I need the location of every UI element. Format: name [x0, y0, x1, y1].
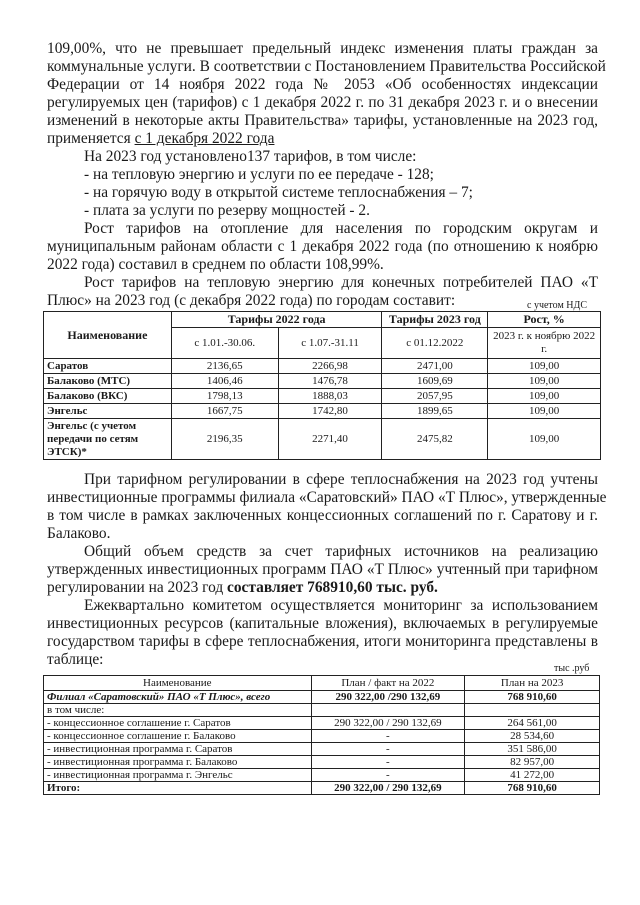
paragraph-line: Рост тарифов на тепловую энергию для конечных потребителей ПАО «Т: [84, 274, 598, 291]
paragraph-line: муниципальным районам области с 1 декабря 2022 года (по отношению к ноябрю: [47, 238, 598, 255]
tariff-table: [43, 311, 601, 460]
table-row: [44, 782, 600, 795]
header-tariffs-2023: Тарифы 2023 год: [382, 312, 488, 328]
cell: -: [311, 743, 465, 756]
cell: 82 957,00: [465, 756, 600, 769]
cell: 290 322,00 / 290 132,69: [311, 717, 465, 730]
table-row: [44, 404, 601, 419]
paragraph-line: в том числе в рамках заключенных концессионных соглашений по г. Саратову и г.: [47, 507, 598, 524]
cell: 1888,03: [278, 389, 382, 404]
investment-table: [43, 675, 600, 795]
header-plan-2023: План на 2023: [465, 676, 600, 691]
table-row: [44, 374, 601, 389]
row-name: - инвестиционная программа г. Саратов: [44, 743, 312, 756]
cell: 2271,40: [278, 419, 382, 460]
cell: 290 322,00 /290 132,69: [311, 691, 465, 704]
paragraph-line: 109,00%, что не превышает предельный индекс изменения платы граждан за: [47, 40, 598, 57]
paragraph-line: На 2023 год установлено137 тарифов, в том числе:: [84, 148, 417, 165]
cell: 1609,69: [382, 374, 488, 389]
table-row: [44, 704, 600, 717]
city-name: Балаково (МТС): [44, 374, 172, 389]
cell: 351 586,00: [465, 743, 600, 756]
cell: 2266,98: [278, 359, 382, 374]
paragraph-line: [47, 130, 598, 148]
cell: 28 534,60: [465, 730, 600, 743]
city-name: Энгельс (с учетом передачи по сетям ЭТСК)*: [44, 419, 172, 460]
paragraph-line: Федерации от 14 ноября 2022 года № 2053 «Об особенностях индексации: [47, 76, 598, 93]
cell: -: [311, 756, 465, 769]
paragraph-line: таблице:: [47, 651, 104, 668]
total-amount: составляет 768910,60 тыс. руб.: [227, 579, 438, 596]
table-row: [44, 691, 600, 704]
cell: 290 322,00 / 290 132,69: [311, 782, 465, 795]
cell: 768 910,60: [465, 782, 600, 795]
city-name: Энгельс: [44, 404, 172, 419]
row-name: - инвестиционная программа г. Энгельс: [44, 769, 312, 782]
text-span: регулировании на 2023 год: [47, 579, 228, 596]
paragraph-line: утвержденных инвестиционных программ ПАО «Т Плюс» учтенный при тарифном: [47, 561, 598, 578]
list-item: - плата за услуги по резерву мощностей - 2.: [84, 202, 370, 219]
header-plan-2022: План / факт на 2022: [311, 676, 465, 691]
cell: 1798,13: [171, 389, 278, 404]
table-row: [44, 389, 601, 404]
header-growth: Рост, %: [488, 312, 601, 328]
row-name: - концессионное соглашение г. Саратов: [44, 717, 312, 730]
header-tariffs-2022: Тарифы 2022 года: [171, 312, 382, 328]
underlined-date: с 1 декабря 2022 года: [134, 130, 275, 147]
table1-unit: с учетом НДС: [527, 300, 587, 311]
paragraph-line: изменений в некоторые акты Правительства» тарифы, установленные на 2023 год,: [47, 112, 598, 129]
paragraph-line: государством тарифы в сфере теплоснабжения, итоги мониторинга представлены в: [47, 633, 598, 650]
paragraph-line: 2022 года) составил в среднем по области 108,99%.: [47, 256, 384, 273]
subheader: 2023 г. к ноябрю 2022 г.: [488, 328, 601, 359]
paragraph-line: [47, 579, 598, 597]
cell: 109,00: [488, 359, 601, 374]
paragraph-line: регулируемых цен (тарифов) с 1 декабря 2022 г. по 31 декабря 2023 г. и о внесении: [47, 94, 598, 111]
table-row: [44, 769, 600, 782]
cell: 1476,78: [278, 374, 382, 389]
cell: 264 561,00: [465, 717, 600, 730]
city-name: Балаково (ВКС): [44, 389, 172, 404]
paragraph-line: инвестиционные программы филиала «Саратовский» ПАО «Т Плюс», утвержденные: [47, 489, 607, 506]
table-row: [44, 359, 601, 374]
paragraph-line: При тарифном регулировании в сфере теплоснабжения на 2023 год учтены: [84, 471, 598, 488]
cell: 109,00: [488, 404, 601, 419]
paragraph-line: Рост тарифов на отопление для населения по городским округам и: [84, 220, 598, 237]
cell: 109,00: [488, 389, 601, 404]
cell: -: [311, 730, 465, 743]
table-row: [44, 756, 600, 769]
row-name: Филиал «Саратовский» ПАО «Т Плюс», всего: [44, 691, 312, 704]
list-item: - на горячую воду в открытой системе теплоснабжения – 7;: [84, 184, 473, 201]
row-name: - концессионное соглашение г. Балаково: [44, 730, 312, 743]
row-name: Итого:: [44, 782, 312, 795]
paragraph-line: Плюс» на 2023 год (с декабря 2022 года) по городам составит:: [47, 292, 456, 309]
cell: 1742,80: [278, 404, 382, 419]
cell: [465, 704, 600, 717]
cell: 768 910,60: [465, 691, 600, 704]
cell: 2196,35: [171, 419, 278, 460]
table2-unit: тыс .руб: [554, 663, 590, 674]
text-span: применяется: [47, 130, 135, 147]
header-name: Наименование: [44, 676, 312, 691]
table-row: [44, 419, 601, 460]
cell: 2057,95: [382, 389, 488, 404]
table-row: [44, 717, 600, 730]
subheader: с 1.07.-31.11: [278, 328, 382, 359]
table-row: [44, 743, 600, 756]
paragraph-line: Балаково.: [47, 525, 111, 542]
cell: 41 272,00: [465, 769, 600, 782]
paragraph-line: инвестиционных ресурсов (капитальные вложения), включаемых в регулируемые: [47, 615, 598, 632]
cell: 1406,46: [171, 374, 278, 389]
subheader: с 1.01.-30.06.: [171, 328, 278, 359]
cell: 109,00: [488, 419, 601, 460]
cell: -: [311, 769, 465, 782]
paragraph-line: коммунальные услуги. В соответствии с Постановлением Правительства Российской: [47, 58, 606, 75]
row-name: в том числе:: [44, 704, 312, 717]
list-item: - на тепловую энергию и услуги по ее передаче - 128;: [84, 166, 434, 183]
row-name: - инвестиционная программа г. Балаково: [44, 756, 312, 769]
paragraph-line: Ежеквартально комитетом осуществляется мониторинг за использованием: [84, 597, 598, 614]
cell: [311, 704, 465, 717]
cell: 2136,65: [171, 359, 278, 374]
header-name: Наименование: [44, 312, 172, 359]
cell: 2471,00: [382, 359, 488, 374]
table-row: [44, 730, 600, 743]
cell: 1667,75: [171, 404, 278, 419]
paragraph-line: Общий объем средств за счет тарифных источников на реализацию: [84, 543, 598, 560]
cell: 109,00: [488, 374, 601, 389]
cell: 2475,82: [382, 419, 488, 460]
subheader: с 01.12.2022: [382, 328, 488, 359]
city-name: Саратов: [44, 359, 172, 374]
cell: 1899,65: [382, 404, 488, 419]
